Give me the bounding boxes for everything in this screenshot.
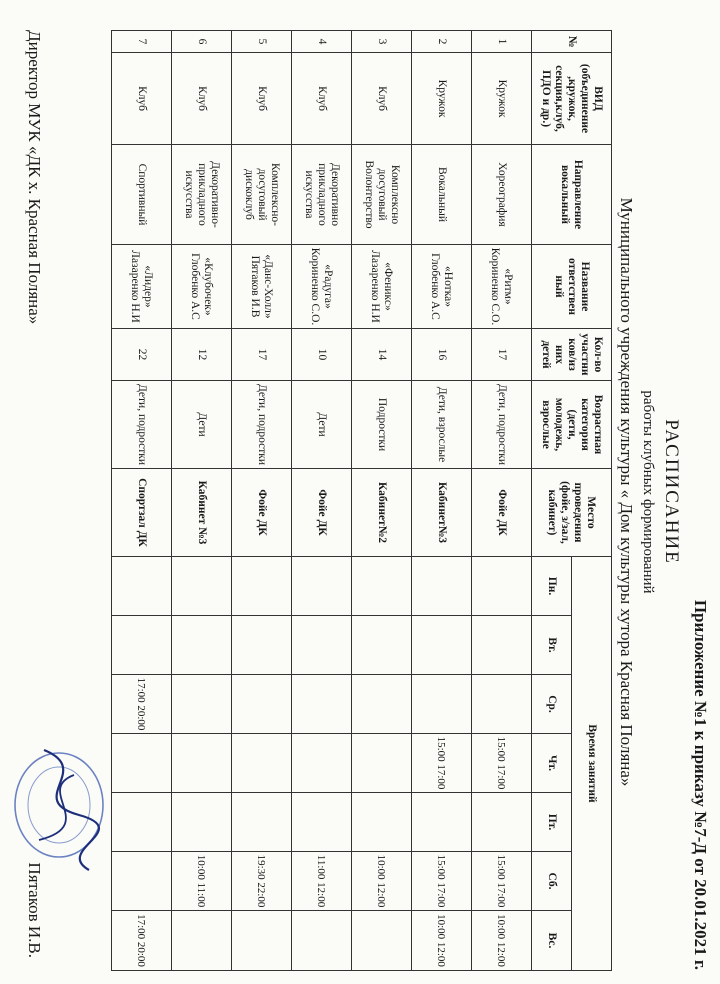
cell-time-fri: [412, 793, 472, 852]
table-row: [412, 31, 472, 971]
cell-name: «Клубочек» Глобенко А.С: [172, 245, 232, 329]
cell-time-wed: [472, 675, 532, 734]
table-row: [472, 31, 532, 971]
cell-num: 7: [112, 31, 172, 53]
cell-num: 5: [232, 31, 292, 53]
col-type-header: ВИД (объединение ,кружок, секция,клуб, ПДО и др.): [532, 53, 612, 145]
cell-time-wed: [412, 675, 472, 734]
cell-name: «Феникс» Лазаренко Н.И: [352, 245, 412, 329]
cell-num: 6: [172, 31, 232, 53]
table-row: [292, 31, 352, 971]
cell-place: Кабинет№3: [412, 469, 472, 557]
day-header-sat: Сб.: [532, 852, 572, 911]
cell-name: «Лидер» Лазаренко Н.И: [112, 245, 172, 329]
cell-age: Дети, взрослые: [412, 381, 472, 469]
cell-direction: Декоративно прикладного искусства: [292, 145, 352, 245]
cell-time-sun: [352, 911, 412, 971]
col-direction-header: Направление вокальный: [532, 145, 612, 245]
cell-age: Дети: [292, 381, 352, 469]
cell-type: Клуб: [112, 53, 172, 145]
cell-direction: Хореография: [472, 145, 532, 245]
table-row: [172, 31, 232, 971]
cell-age: Дети, подростки: [472, 381, 532, 469]
cell-time-mon: [112, 557, 172, 616]
cell-time-thu: [292, 734, 352, 793]
cell-time-mon: [472, 557, 532, 616]
col-age-header: Возрастная категория (дети, молодежь, взрослые: [532, 381, 612, 469]
col-time-group-header: Время занятий: [572, 557, 612, 971]
cell-time-sat: [112, 852, 172, 911]
cell-age: Дети: [172, 381, 232, 469]
cell-direction: Вокальный: [412, 145, 472, 245]
cell-name: «Данс-Холл» Пятаков И.В: [232, 245, 292, 329]
cell-age: Дети, подростки: [112, 381, 172, 469]
col-num-header: №: [532, 31, 612, 53]
cell-time-fri: [352, 793, 412, 852]
cell-count: 17: [472, 329, 532, 381]
cell-time-mon: [412, 557, 472, 616]
cell-time-wed: [232, 675, 292, 734]
cell-time-fri: [292, 793, 352, 852]
cell-time-sun: 17:00 20:00: [112, 911, 172, 971]
institution-name: Муниципального учреждения культуры « Дом культуры хутора Красная Поляна»: [617, 197, 636, 787]
cell-type: Кружок: [472, 53, 532, 145]
cell-time-mon: [232, 557, 292, 616]
cell-place: Кабинет№2: [352, 469, 412, 557]
cell-age: Дети, подростки: [232, 381, 292, 469]
cell-time-sun: [172, 911, 232, 971]
cell-time-tue: [112, 616, 172, 675]
cell-time-sun: [232, 911, 292, 971]
document-title: РАСПИСАНИЕ: [661, 419, 682, 565]
cell-time-thu: 15:00 17:00: [412, 734, 472, 793]
stamp-signature-icon: [4, 730, 114, 880]
cell-time-thu: 15:00 17:00: [472, 734, 532, 793]
cell-time-tue: [412, 616, 472, 675]
cell-time-sat: 10:00 12:00: [352, 852, 412, 911]
cell-num: 4: [292, 31, 352, 53]
cell-count: 14: [352, 329, 412, 381]
cell-time-mon: [172, 557, 232, 616]
col-count-header: Кол-во участни ков/из них детей: [532, 329, 612, 381]
table-row: [352, 31, 412, 971]
cell-time-sat: 15:00 17:00: [412, 852, 472, 911]
cell-time-mon: [292, 557, 352, 616]
cell-time-thu: [172, 734, 232, 793]
cell-direction: Декоративно-прикладного искусства: [172, 145, 232, 245]
day-header-sun: Вс.: [532, 911, 572, 971]
cell-time-tue: [472, 616, 532, 675]
cell-time-fri: [472, 793, 532, 852]
document-subtitle: работы клубных формирований: [640, 390, 656, 594]
director-title: Директор МУК «ДК х. Красная Поляна»: [25, 30, 44, 325]
cell-name: «Радуга» Кориненко С.О.: [292, 245, 352, 329]
signature-block: [16, 30, 44, 970]
cell-time-sun: 10:00 12:00: [472, 911, 532, 971]
cell-type: Клуб: [352, 53, 412, 145]
cell-direction: Комплексно досуговый Волонтерство: [352, 145, 412, 245]
day-header-fri: Пт.: [532, 793, 572, 852]
cell-time-sun: 10:00 12:00: [412, 911, 472, 971]
cell-place: Кабинет №3: [172, 469, 232, 557]
cell-type: Клуб: [292, 53, 352, 145]
cell-direction: Комплексно-досуговый дискоклуб: [232, 145, 292, 245]
schedule-table: [111, 30, 612, 971]
cell-place: Фойе ДК: [292, 469, 352, 557]
cell-time-wed: [352, 675, 412, 734]
schedule-body: [112, 31, 532, 971]
cell-time-thu: [232, 734, 292, 793]
cell-place: Спортзал ДК: [112, 469, 172, 557]
table-row: [232, 31, 292, 971]
cell-age: Подростки: [352, 381, 412, 469]
cell-place: Фойе ДК: [232, 469, 292, 557]
cell-time-thu: [112, 734, 172, 793]
cell-name: «Ритм» Кориненко С.О.: [472, 245, 532, 329]
day-header-wed: Ср.: [532, 675, 572, 734]
cell-time-wed: 17:00 20:00: [112, 675, 172, 734]
cell-count: 12: [172, 329, 232, 381]
cell-name: «Нотка» Глобенко А.С: [412, 245, 472, 329]
cell-time-fri: [172, 793, 232, 852]
cell-count: 17: [232, 329, 292, 381]
cell-time-wed: [172, 675, 232, 734]
cell-num: 1: [472, 31, 532, 53]
table-row: [112, 31, 172, 971]
cell-time-tue: [232, 616, 292, 675]
cell-time-wed: [292, 675, 352, 734]
cell-direction: Спортивный: [112, 145, 172, 245]
cell-num: 2: [412, 31, 472, 53]
cell-time-tue: [292, 616, 352, 675]
cell-time-sat: 19:30 22:00: [232, 852, 292, 911]
cell-type: Клуб: [232, 53, 292, 145]
director-name: Пятаков И.В.: [25, 862, 44, 958]
cell-type: Клуб: [172, 53, 232, 145]
cell-count: 22: [112, 329, 172, 381]
cell-time-sun: [292, 911, 352, 971]
day-header-thu: Чт.: [532, 734, 572, 793]
cell-time-mon: [352, 557, 412, 616]
day-header-tue: Вт.: [532, 616, 572, 675]
col-place-header: Место проведения (фойе, з/зал, кабинет): [532, 469, 612, 557]
cell-time-fri: [112, 793, 172, 852]
day-header-mon: Пн.: [532, 557, 572, 616]
cell-time-tue: [172, 616, 232, 675]
annex-line: Приложение №1 к приказу №7-Д от 20.01.2021 г.: [691, 599, 710, 970]
cell-place: Фойе ДК: [472, 469, 532, 557]
cell-count: 16: [412, 329, 472, 381]
cell-type: Кружок: [412, 53, 472, 145]
cell-time-thu: [352, 734, 412, 793]
cell-time-sat: 10:00 11:00: [172, 852, 232, 911]
cell-time-sat: 11:00 12:00: [292, 852, 352, 911]
col-name-header: Название ответствен ный: [532, 245, 612, 329]
cell-time-fri: [232, 793, 292, 852]
cell-time-tue: [352, 616, 412, 675]
cell-time-sat: 15:00 17:00: [472, 852, 532, 911]
cell-num: 3: [352, 31, 412, 53]
cell-count: 10: [292, 329, 352, 381]
